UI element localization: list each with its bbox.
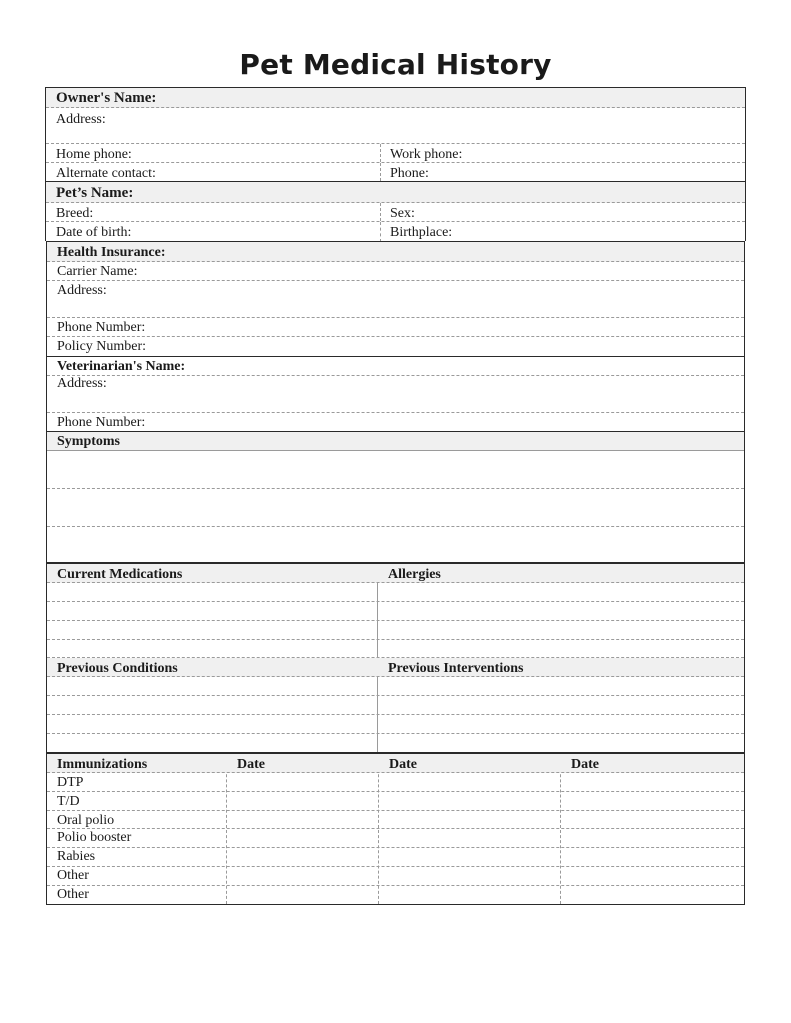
immunizations-table (46, 753, 745, 905)
allergies-header: Allergies (388, 567, 441, 582)
table-row (47, 867, 744, 886)
insurance-phone-label: Phone Number: (57, 320, 146, 335)
owner-pet-section (45, 87, 746, 241)
veterinarian-name-label: Veterinarian's Name: (57, 359, 186, 374)
table-row (47, 886, 744, 904)
vaccine-name: Other (57, 868, 89, 883)
health-insurance-label: Health Insurance: (57, 245, 166, 260)
table-row (47, 848, 744, 867)
birthplace-label: Birthplace: (390, 225, 453, 240)
date-header: Date (571, 757, 599, 772)
table-row (47, 811, 744, 829)
table-row (47, 773, 744, 792)
vet-address-label: Address: (57, 376, 107, 391)
vet-phone-label: Phone Number: (57, 415, 146, 430)
symptoms-header: Symptoms (57, 434, 121, 449)
vaccine-name: Other (57, 887, 89, 902)
current-medications-header: Current Medications (57, 567, 183, 582)
vaccine-name: Polio booster (57, 830, 132, 845)
vaccine-name: Rabies (57, 849, 96, 864)
insurance-address-label: Address: (57, 283, 107, 298)
owner-name-label: Owner's Name: (56, 90, 157, 106)
immunizations-header: Immunizations (57, 757, 148, 772)
medications-history-section (46, 563, 745, 753)
work-phone-label: Work phone: (390, 147, 463, 162)
alt-contact-label: Alternate contact: (56, 166, 156, 181)
symptoms-line (47, 451, 744, 489)
pet-name-label: Pet’s Name: (56, 185, 134, 201)
insurance-vet-symptoms-section (46, 241, 745, 563)
previous-conditions-header: Previous Conditions (57, 661, 178, 676)
carrier-name-label: Carrier Name: (57, 264, 138, 279)
vaccine-name: Oral polio (57, 813, 115, 828)
page-title: Pet Medical History (239, 48, 552, 81)
breed-label: Breed: (56, 206, 94, 221)
policy-number-label: Policy Number: (57, 339, 147, 354)
symptoms-line (47, 527, 744, 562)
sex-label: Sex: (390, 206, 415, 221)
date-header: Date (389, 757, 417, 772)
previous-interventions-header: Previous Interventions (388, 661, 524, 676)
dob-label: Date of birth: (56, 225, 132, 240)
owner-address-label: Address: (56, 112, 106, 127)
vaccine-name: DTP (57, 775, 84, 790)
symptoms-line (47, 489, 744, 527)
date-header: Date (237, 757, 265, 772)
table-row (47, 792, 744, 811)
vaccine-name: T/D (57, 794, 80, 809)
home-phone-label: Home phone: (56, 147, 132, 162)
alt-phone-label: Phone: (390, 166, 429, 181)
table-row (47, 829, 744, 848)
